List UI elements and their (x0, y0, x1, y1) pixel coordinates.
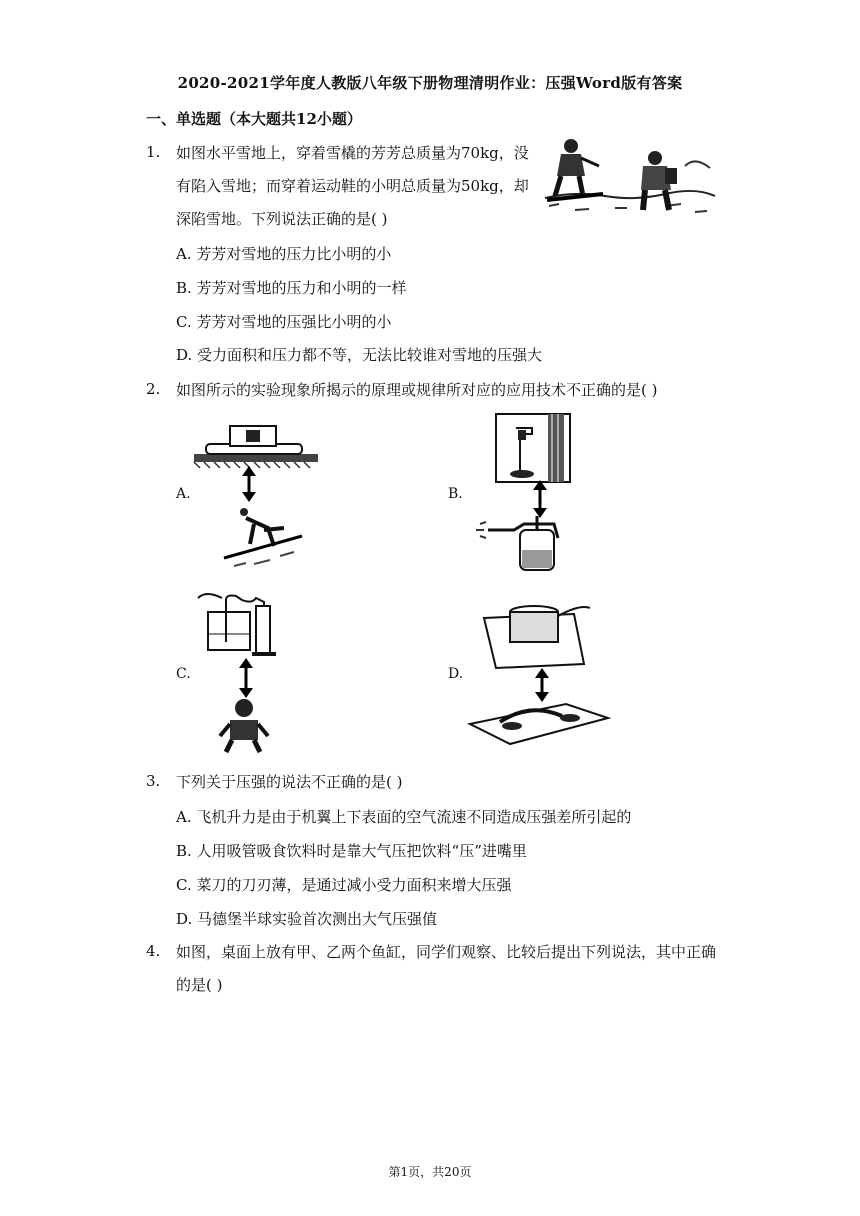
figure-b-sprayer (474, 412, 574, 574)
snow-figure (545, 136, 715, 220)
figure-d-label: D. (448, 666, 464, 682)
figure-b-label: B. (448, 486, 463, 502)
question-text-line: 有陷入雪地；而穿着运动鞋的小明总质量为50kg，却 (176, 177, 529, 195)
question-number: 3. (146, 772, 161, 790)
question-text-line: 如图所示的实验现象所揭示的原理或规律所对应的应用技术不正确的是( ) (176, 381, 658, 399)
figure-a-pressure-skier (194, 418, 324, 568)
option-b: B. 芳芳对雪地的压力和小明的一样 (176, 279, 407, 297)
question-number: 4. (146, 942, 161, 960)
option-a: A. 飞机升力是由于机翼上下表面的空气流速不同造成压强差所引起的 (176, 808, 632, 826)
question-text-line: 如图，桌面上放有甲、乙两个鱼缸，同学们观察、比较后提出下列说法，其中正确 (176, 943, 717, 961)
figure-c-label: C. (176, 666, 191, 682)
question-text-line: 深陷雪地。下列说法正确的是( ) (176, 210, 388, 228)
option-c: C. 菜刀的刀刃薄，是通过减小受力面积来增大压强 (176, 876, 512, 894)
figure-a-label: A. (176, 486, 191, 502)
figure-d-wing-lift (470, 598, 610, 750)
option-a: A. 芳芳对雪地的压力比小明的小 (176, 245, 392, 263)
option-b: B. 人用吸管吸食饮料时是靠大气压把饮料“压”进嘴里 (176, 842, 527, 860)
question-text-line: 的是( ) (176, 976, 223, 994)
question-text-line: 如图水平雪地上，穿着雪橇的芳芳总质量为70kg，没 (176, 144, 529, 162)
document-title: 2020-2021学年度人教版八年级下册物理清明作业：压强Word版有答案 (177, 74, 683, 92)
question-text-line: 下列关于压强的说法不正确的是( ) (176, 773, 403, 791)
question-number: 1. (146, 143, 161, 161)
option-d: D. 马德堡半球实验首次测出大气压强值 (176, 910, 438, 928)
option-d: D. 受力面积和压力都不等，无法比较谁对雪地的压强大 (176, 346, 543, 364)
question-number: 2. (146, 380, 161, 398)
section-heading: 一、单选题（本大题共12小题） (146, 110, 362, 128)
figure-c-diver (196, 590, 286, 754)
page-footer: 第1页，共20页 (388, 1165, 472, 1179)
option-c: C. 芳芳对雪地的压强比小明的小 (176, 313, 392, 331)
